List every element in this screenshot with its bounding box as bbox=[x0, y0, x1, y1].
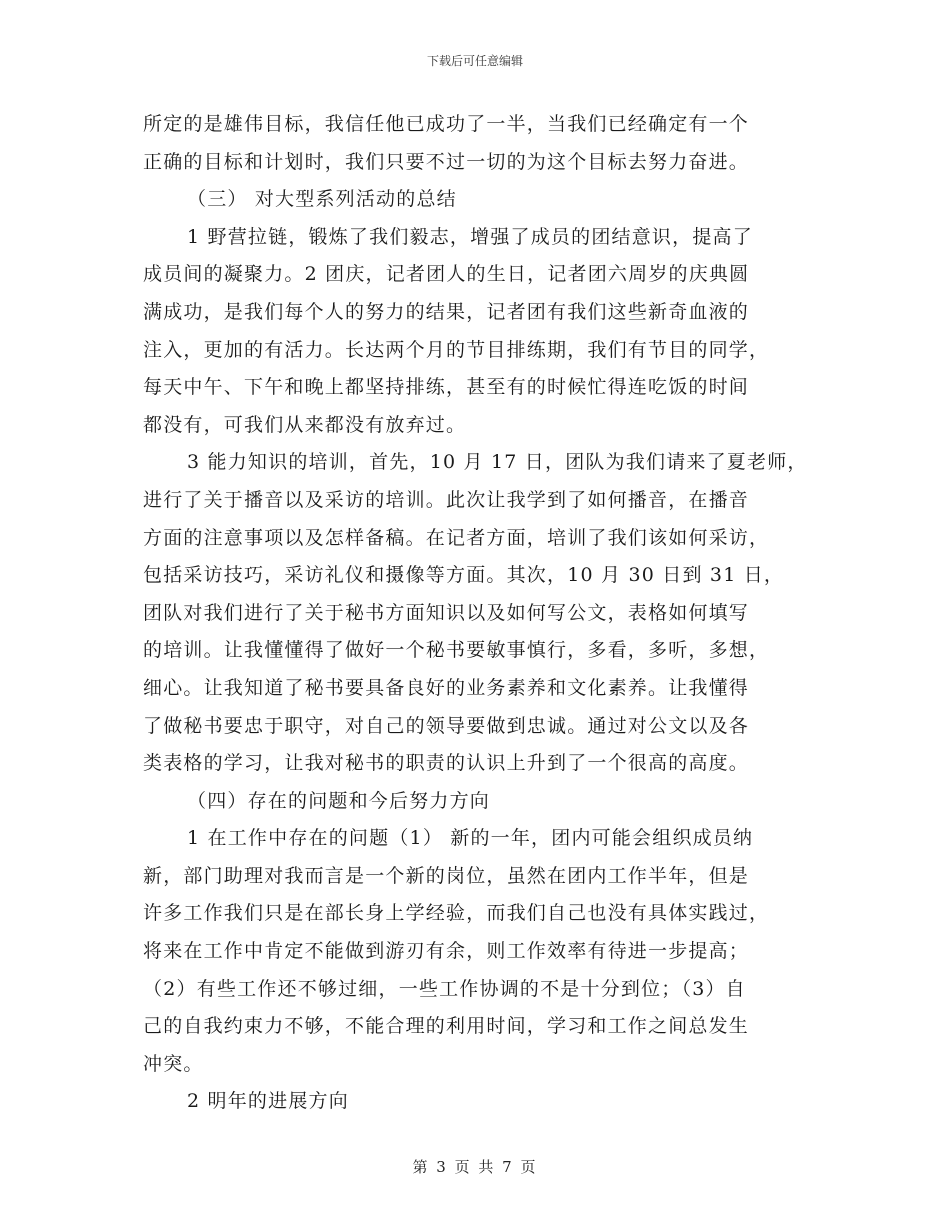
text-line: 己的自我约束力不够，不能合理的利用时间，学习和工作之间总发生 bbox=[143, 1015, 750, 1038]
text-line: 方面的注意事项以及怎样备稿。在记者方面，培训了我们该如何采访， bbox=[143, 526, 770, 549]
text-line: 的培训。让我懂懂得了做好一个秘书要敏事慎行，多看，多听，多想， bbox=[143, 639, 770, 662]
text-line: 注入，更加的有活力。长达两个月的节目排练期，我们有节目的同学， bbox=[143, 338, 770, 361]
text-line: 了做秘书要忠于职守，对自己的领导要做到忠诚。通过对公文以及各 bbox=[143, 714, 750, 737]
text-line: 满成功，是我们每个人的努力的结果，记者团有我们这些新奇血液的 bbox=[143, 300, 750, 323]
page-header: 下载后可任意编辑 bbox=[426, 54, 523, 68]
text-line: 1 在工作中存在的问题（1） 新的一年，团内可能会组织成员纳 bbox=[187, 827, 754, 850]
text-line: 2 明年的进展方向 bbox=[187, 1090, 349, 1113]
text-line: 团队对我们进行了关于秘书方面知识以及如何写公文，表格如何填写 bbox=[143, 601, 750, 624]
text-line: （2）有些工作还不够过细，一些工作协调的不是十分到位；（3）自 bbox=[143, 977, 746, 1000]
text-line: 细心。让我知道了秘书要具备良好的业务素养和文化素养。让我懂得 bbox=[143, 676, 750, 699]
text-line: 正确的目标和计划时，我们只要不过一切的为这个目标去努力奋进。 bbox=[143, 150, 750, 173]
text-line: 包括采访技巧，采访礼仪和摄像等方面。其次，10 月 30 日到 31 日， bbox=[143, 564, 785, 587]
text-line: 每天中午、下午和晚上都坚持排练，甚至有的时候忙得连吃饭的时间 bbox=[143, 376, 750, 399]
text-line: 成员间的凝聚力。2 团庆，记者团人的生日，记者团六周岁的庆典圆 bbox=[143, 263, 750, 286]
text-line: 冲突。 bbox=[143, 1052, 204, 1075]
text-line: 所定的是雄伟目标，我信任他已成功了一半，当我们已经确定有一个 bbox=[143, 113, 750, 135]
document-body bbox=[143, 106, 823, 1121]
text-line: 进行了关于播音以及采访的培训。此次让我学到了如何播音，在播音 bbox=[143, 488, 750, 511]
text-line: 3 能力知识的培训，首先，10 月 17 日，团队为我们请来了夏老师， bbox=[187, 451, 808, 474]
text-line: 许多工作我们只是在部长身上学经验，而我们自己也没有具体实践过， bbox=[143, 902, 770, 925]
page-footer: 第 3 页 共 7 页 bbox=[412, 1158, 538, 1176]
text-line: （四）存在的问题和今后努力方向 bbox=[187, 789, 491, 812]
text-line: 都没有，可我们从来都没有放弃过。 bbox=[143, 413, 467, 436]
text-line: 新，部门助理对我而言是一个新的岗位，虽然在团内工作半年，但是 bbox=[143, 864, 750, 887]
text-line: 类表格的学习，让我对秘书的职责的认识上升到了一个很高的高度。 bbox=[143, 752, 750, 775]
text-line: 1 野营拉链，锻炼了我们毅志，增强了成员的团结意识，提高了 bbox=[187, 225, 753, 248]
text-line: （三） 对大型系列活动的总结 bbox=[187, 188, 457, 211]
text-line: 将来在工作中肯定不能做到游刃有余，则工作效率有待进一步提高； bbox=[143, 940, 750, 963]
